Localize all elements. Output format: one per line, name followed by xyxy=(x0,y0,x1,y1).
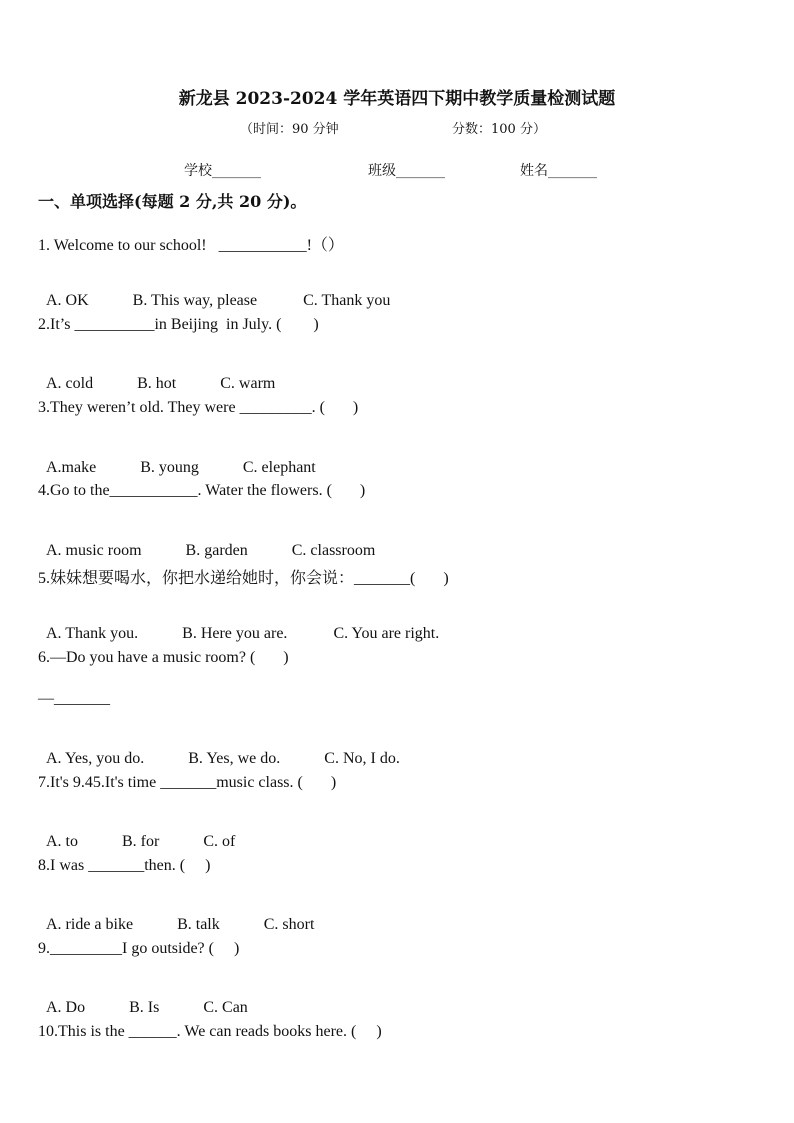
question-stem: 10.This is the ______. We can reads books here. ( ) xyxy=(38,1023,382,1040)
option-c: C. You are right. xyxy=(333,625,440,642)
answer-blank: —_______ xyxy=(38,690,110,707)
option-b: B. Yes, we do. xyxy=(188,750,281,767)
option-a: A.make xyxy=(46,459,97,476)
question-options xyxy=(38,815,235,851)
section-title: 一、单项选择(每题 2 分,共 20 分)。 xyxy=(38,192,307,211)
option-a: A. Do xyxy=(46,999,86,1016)
option-c: C. short xyxy=(263,916,315,933)
question-stem: 9._________I go outside? ( ) xyxy=(38,940,240,957)
question-options xyxy=(38,898,314,934)
option-b: B. hot xyxy=(137,375,177,392)
question-options xyxy=(38,441,316,477)
question-stem: 3.They weren’t old. They were _________. ( ) xyxy=(38,399,359,416)
option-b: B. This way, please xyxy=(132,292,258,309)
option-c: C. elephant xyxy=(242,459,316,476)
exam-title: 新龙县 2023-2024 学年英语四下期中教学质量检测试题 xyxy=(178,89,616,109)
option-a: A. ride a bike xyxy=(46,916,134,933)
option-c: C. No, I do. xyxy=(324,750,400,767)
option-c: C. warm xyxy=(220,375,276,392)
option-a: A. Yes, you do. xyxy=(46,750,145,767)
question-stem: 7.It's 9.45.It's time _______music class. ( ) xyxy=(38,774,337,791)
option-b: B. garden xyxy=(185,542,248,559)
option-c: C. of xyxy=(203,833,236,850)
question-options xyxy=(38,357,275,393)
question-options xyxy=(38,524,375,560)
question-stem: 4.Go to the___________. Water the flowers. ( ) xyxy=(38,482,366,499)
school-field: 学校_______ xyxy=(184,163,261,179)
question-stem: 2.It’s __________in Beijing in July. ( ) xyxy=(38,316,319,333)
name-field: 姓名_______ xyxy=(520,163,597,179)
question-stem: 1. Welcome to our school! ___________!（） xyxy=(38,237,344,254)
option-a: A. OK xyxy=(46,292,89,309)
question-stem: 8.I was _______then. ( ) xyxy=(38,857,211,874)
option-c: C. Can xyxy=(203,999,248,1016)
option-a: A. music room xyxy=(46,542,142,559)
option-a: A. to xyxy=(46,833,78,850)
option-b: B. talk xyxy=(177,916,220,933)
option-c: C. classroom xyxy=(291,542,376,559)
class-field: 班级_______ xyxy=(368,163,445,179)
question-stem: 6.—Do you have a music room? ( ) xyxy=(38,649,289,666)
question-stem: 5.妹妹想要喝水，你把水递给她时，你会说：_______( ) xyxy=(38,570,449,587)
option-b: B. Is xyxy=(129,999,160,1016)
option-b: B. for xyxy=(122,833,160,850)
question-options xyxy=(38,732,400,768)
question-options xyxy=(38,981,248,1017)
exam-score: 分数：100 分） xyxy=(452,122,546,137)
option-b: B. young xyxy=(140,459,199,476)
option-b: B. Here you are. xyxy=(182,625,288,642)
option-a: A. Thank you. xyxy=(46,625,139,642)
exam-time: （时间：90 分钟 xyxy=(240,122,339,137)
option-a: A. cold xyxy=(46,375,94,392)
question-options xyxy=(38,274,390,310)
option-c: C. Thank you xyxy=(303,292,391,309)
question-options xyxy=(38,607,439,643)
